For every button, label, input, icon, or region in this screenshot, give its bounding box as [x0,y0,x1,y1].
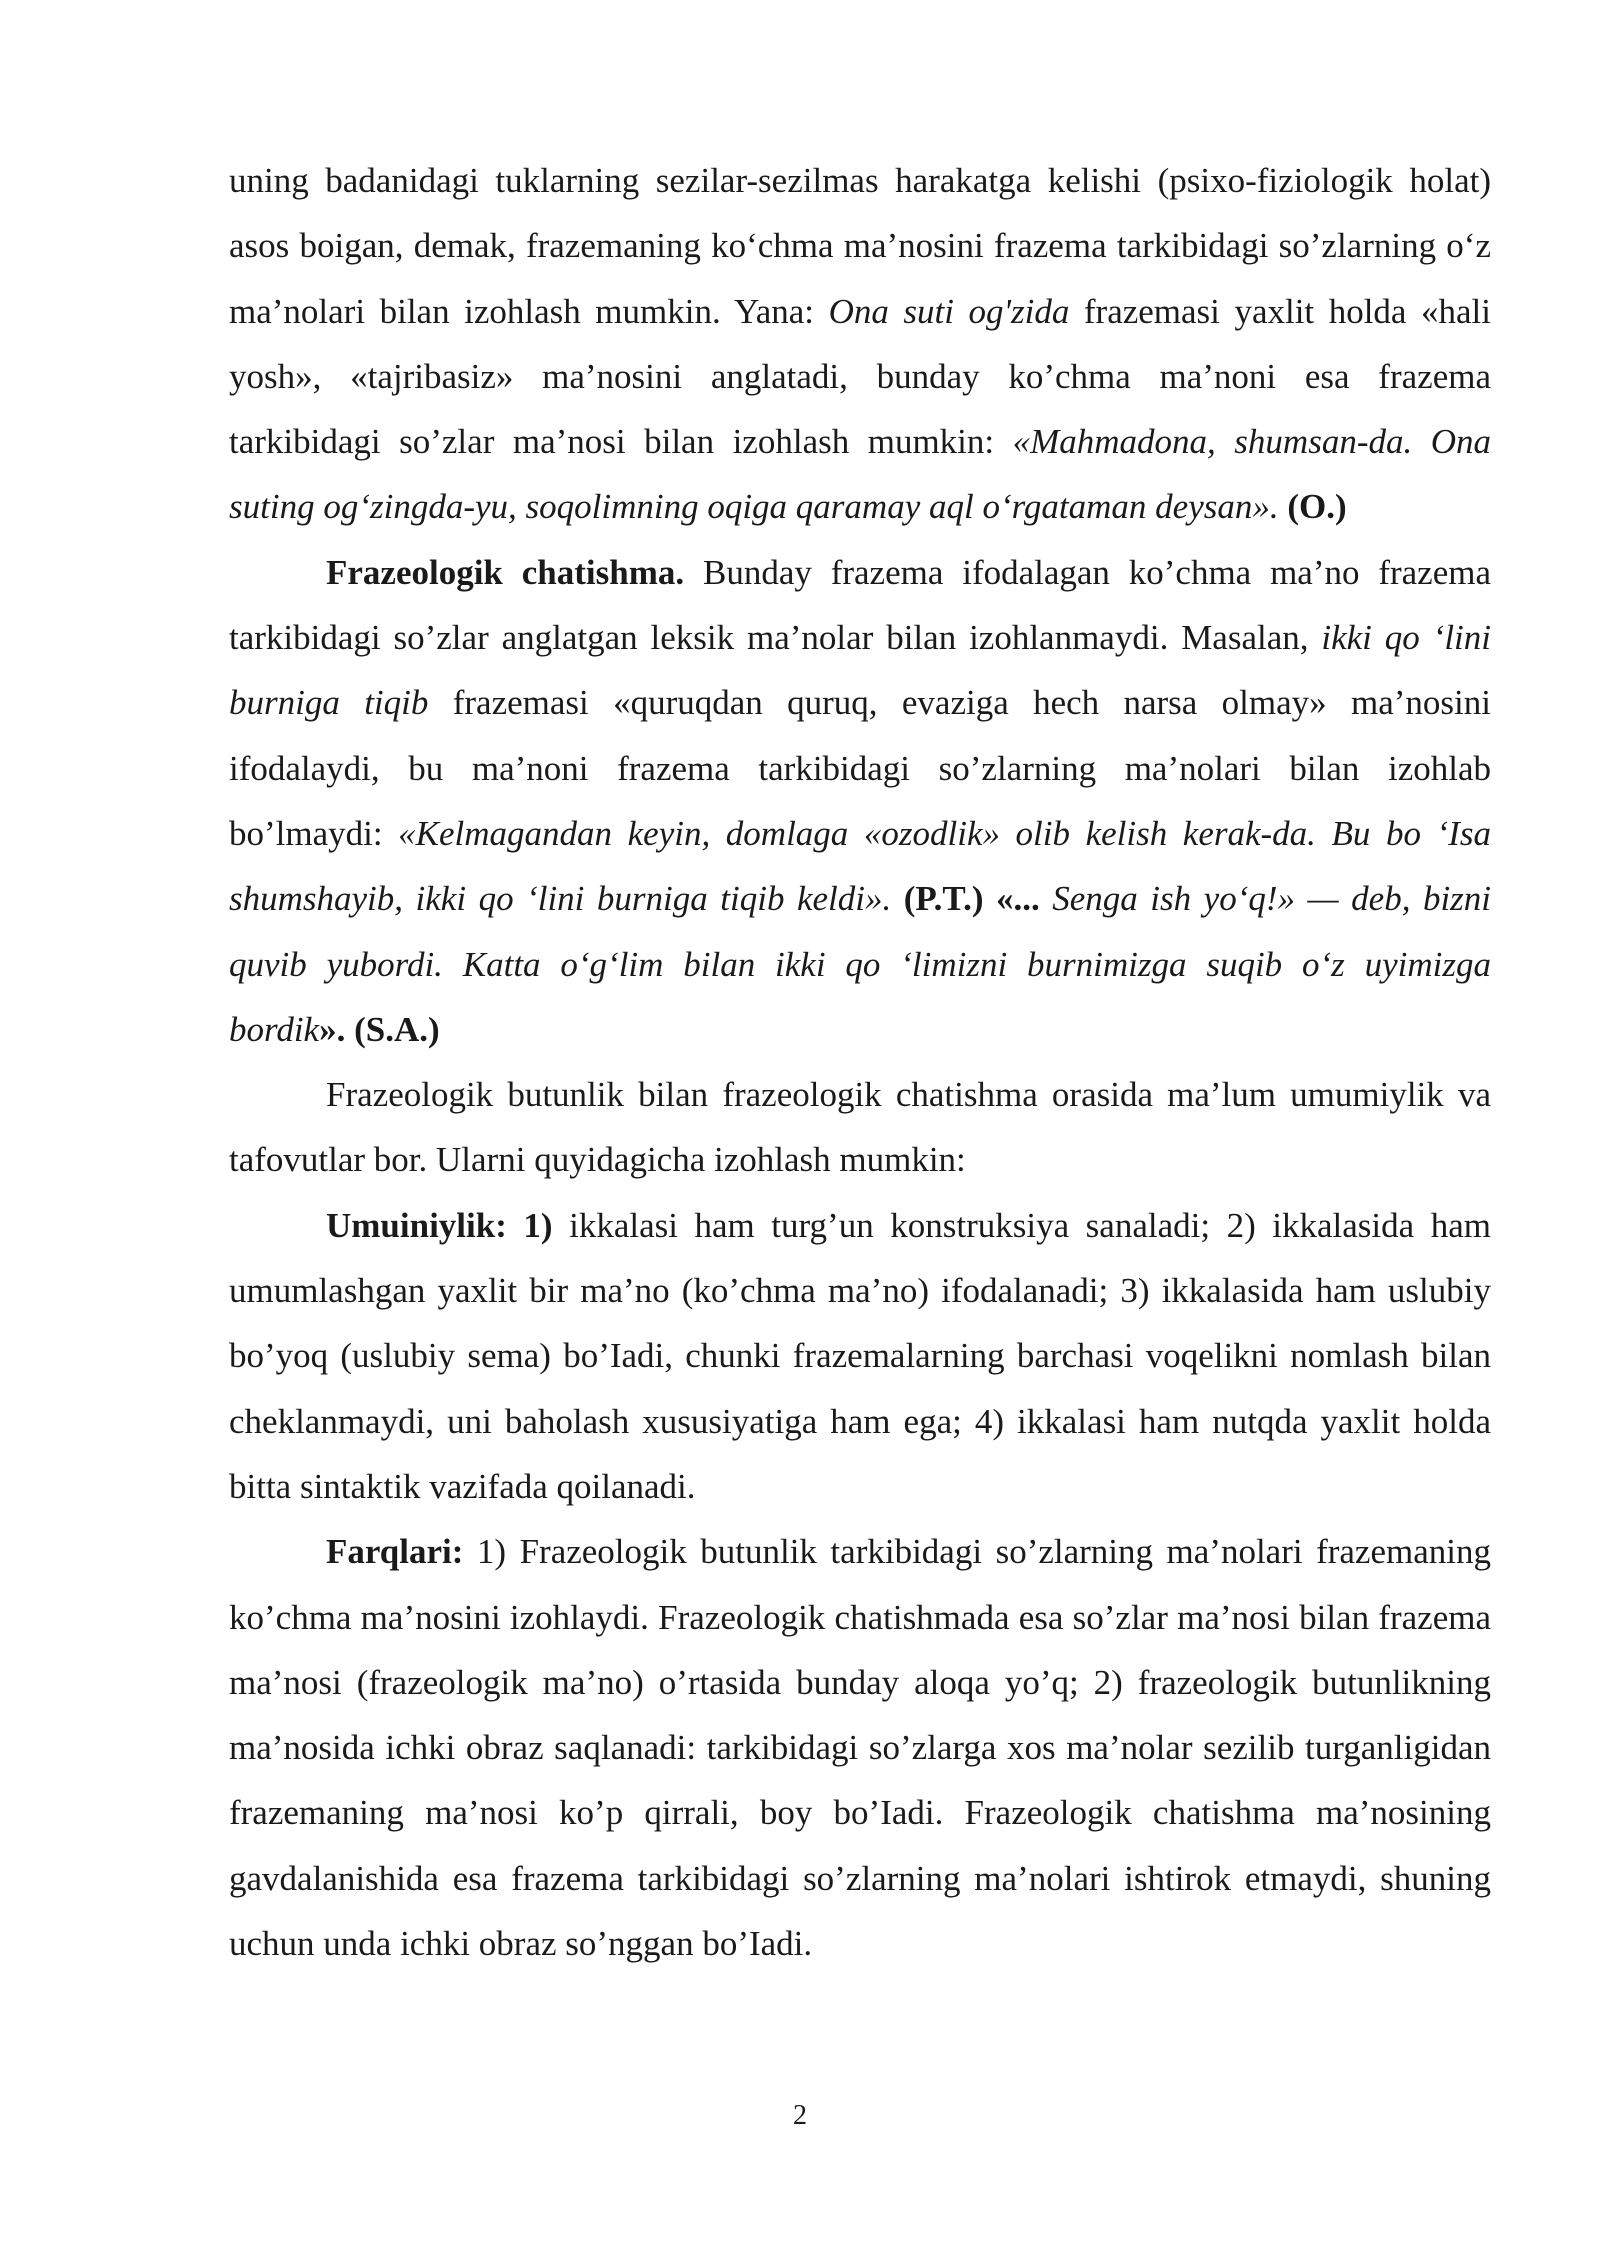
text-run: ikkalasi ham turg’un konstruksiya sanaladi; 2) ikkalasida ham umumlashgan yaxlit bir ma’no (ko’chma ma’no) ifodalanadi; 3) ikkalasida ham uslubiy bo’yoq (uslubiy sema) bo’Iadi, chunki frazemalarning barchasi voqelikni nomlash bilan cheklanmaydi, uni baholash xususiyatiga ham ega; 4) ikkalasi ham nutqda yaxlit holda bitta sintaktik vazifada qoilanadi. [229,1205,1491,1506]
paragraph-2 [229,540,1491,1062]
text-run: Bunday frazema ifodalagan ko’chma ma’no frazema tarkibidagi so’zlar anglatgan leksik ma’nolar bilan izohlanmaydi. Masalan, [229,552,1491,658]
italic-example: Ona suti og'zida [828,291,1070,331]
paragraph-5 [229,1519,1491,1976]
text-run: 1) Frazeologik butunlik tarkibidagi so’zlarning ma’nolari frazemaning ko’chma ma’nosini izohlaydi. Frazeologik chatishmada esa so’zlar ma’nosi bilan frazema ma’nosi (frazeologik ma’no) o’rtasida bunday aloqa yo’q; 2) frazeologik butunlikning ma’nosida ichki obraz saqlanadi: tarkibidagi so’zlarga xos ma’nolar sezilib turganligidan frazemaning ma’nosi ko’p qirrali, boy bo’Iadi. Frazeologik chatishma ma’nosining gavdalanishida esa frazema tarkibidagi so’zlarning ma’nolari ishtirok etmaydi, shuning uchun unda ichki obraz so’nggan bo’Iadi. [229,1532,1491,1964]
body-text [229,148,1491,1976]
source-abbrev: (O.) [1287,487,1347,527]
term-heading: Frazeologik chatishma. [326,552,685,592]
paragraph-1 [229,148,1491,540]
text-run [1040,879,1053,918]
paragraph-4 [229,1193,1491,1519]
italic-quote: «Mahmadona, shumsan-da. Ona suting og‘zingda-yu, soqolimning oqiga qaramay aql o‘rgataman deysan». [229,422,1492,527]
italic-quote: Senga ish yo‘q!» — deb, bizni quvib yubordi. Katta o‘g‘lim bilan ikki qo ‘limizni burnimizga suqib o‘z uyimizga bordik [229,879,1492,1049]
italic-quote: «Kelmagandan keyin, domlaga «ozodlik» olib kelish kerak-da. Bu bo ‘Isa shumshayib, ikki qo ‘lini burniga tiqib keldi». [229,813,1491,919]
source-abbrev: (P.T.) «... [903,879,1040,919]
page-number: 2 [793,2100,807,2131]
italic-example: ikki qo ‘lini burniga tiqib [229,618,1491,723]
text-run: frazemasi yaxlit holda «hali yosh», «tajribasiz» ma’nosini anglatadi, bunday ko’chma ma’noni esa frazema tarkibidagi so’zlar ma’nosi bilan izohlash mumkin: [229,291,1491,462]
text-run [891,879,904,918]
text-run: uning badanidagi tuklarning sezilar-sezilmas harakatga kelishi (psixo-fiziologik holat) asos boigan, demak, frazemaning ko‘chma ma’nosini frazema tarkibidagi so’zlarning o‘z ma’nolari bilan izohlash mumkin. Yana: [229,161,1491,331]
term-heading: Umuiniylik: 1) [326,1205,553,1245]
paragraph-3 [229,1062,1491,1193]
source-abbrev: ». (S.A.) [319,1009,440,1049]
term-heading: Farqlari: [326,1532,464,1572]
text-run: frazemasi «quruqdan quruq, evaziga hech narsa olmay» ma’nosini ifodalaydi, bu ma’noni frazema tarkibidagi so’zlarning ma’nolari bilan izohlab bo’lmaydi: [229,683,1491,853]
text-run: Frazeologik butunlik bilan frazeologik chatishma orasida ma’lum umumiylik va tafovutlar bor. Ularni quyidagicha izohlash mumkin: [229,1075,1491,1180]
